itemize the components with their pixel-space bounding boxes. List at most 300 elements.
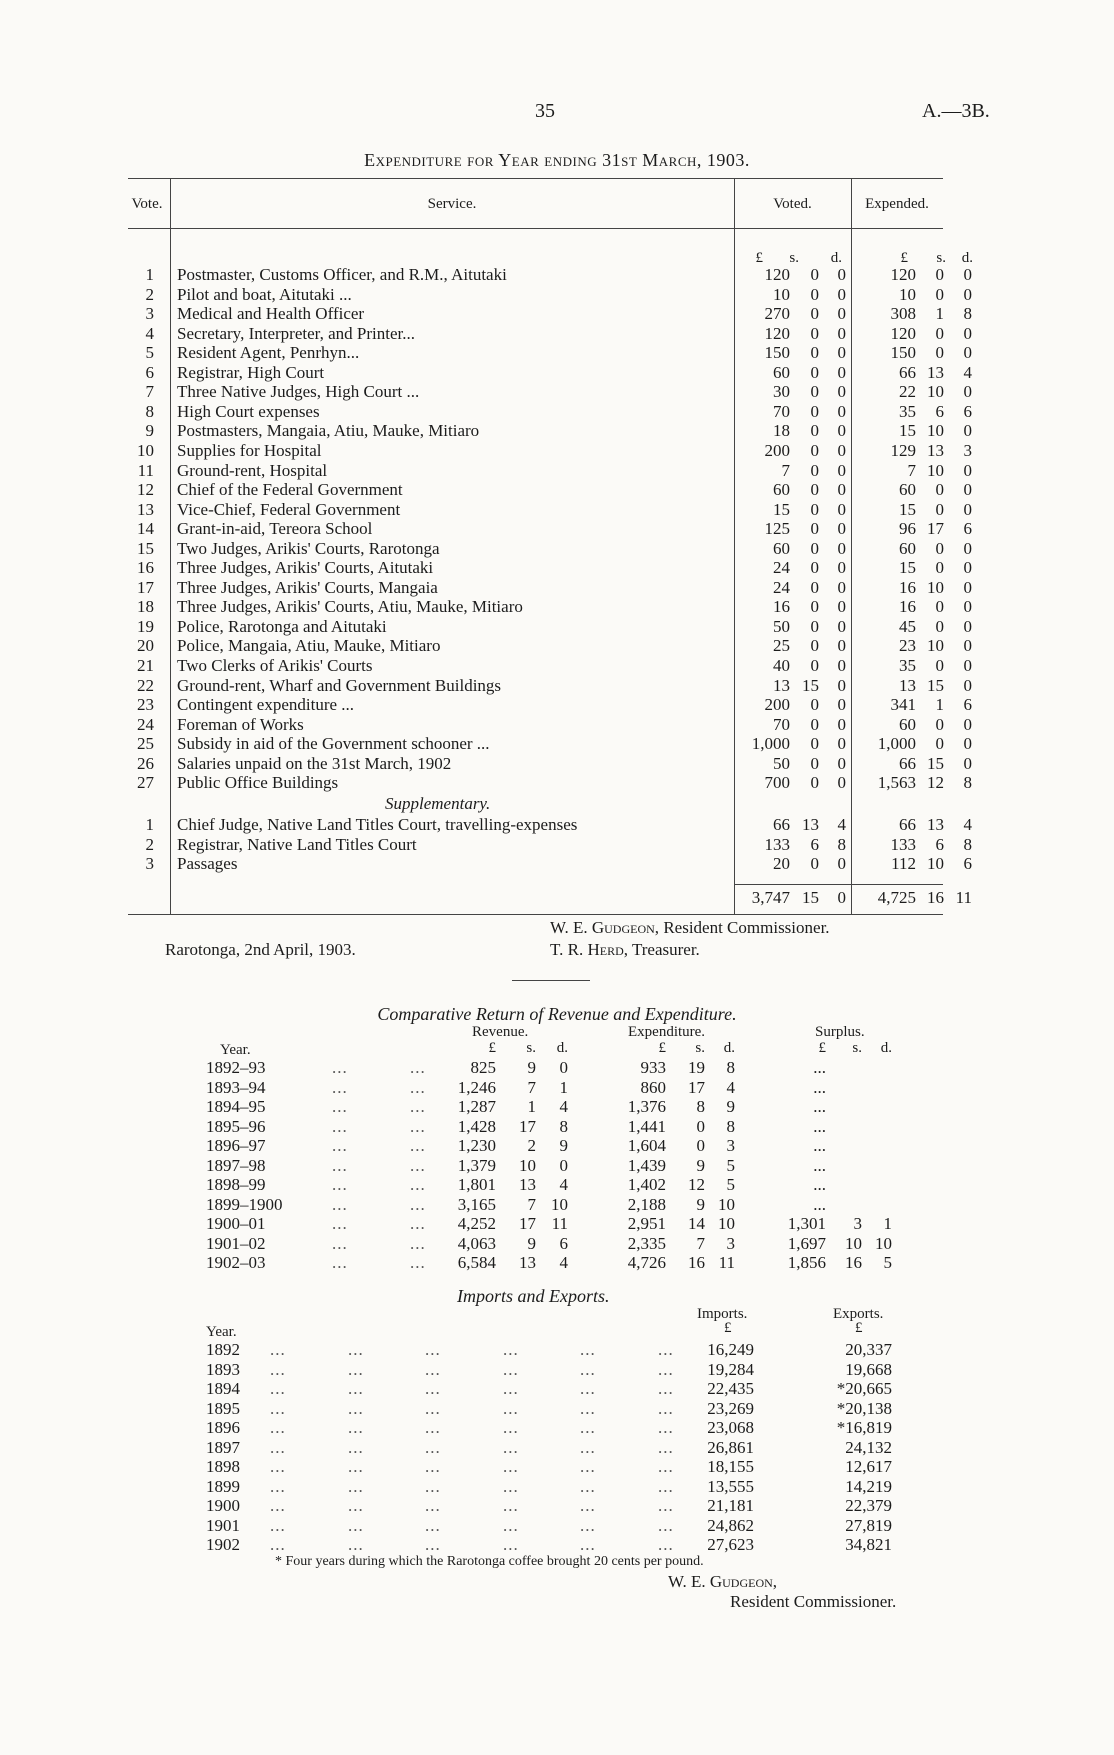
voted-pence: 0	[837, 695, 846, 715]
voted-pounds: 270	[764, 304, 790, 324]
trade-year: 1894	[206, 1379, 240, 1398]
expended-pounds: 133	[890, 834, 916, 854]
voted-shillings: 15	[802, 675, 819, 695]
expended-pounds: 15	[899, 421, 916, 441]
service-description: High Court expenses	[177, 401, 320, 421]
expended-pounds: 1,000	[877, 734, 916, 754]
comparative-row	[0, 1117, 1114, 1137]
expended-pence: 0	[963, 265, 972, 284]
voted-pounds: 30	[773, 382, 790, 402]
leader-dots: ...	[348, 1515, 364, 1535]
revenue-pounds: 1,801	[457, 1175, 496, 1194]
vote-number: 7	[145, 382, 154, 402]
expended-pounds: 60	[899, 714, 916, 734]
voted-shillings: 0	[810, 460, 819, 480]
revenue-pence: 4	[559, 1097, 568, 1116]
leader-dots: ...	[270, 1340, 286, 1359]
imports-value: 24,862	[707, 1515, 754, 1535]
year-label: 1902–03	[206, 1253, 266, 1272]
expended-shillings: 10	[927, 636, 944, 656]
expended-pence: 0	[963, 616, 972, 636]
expenditure-pence: 10	[718, 1194, 735, 1214]
leader-dots: ...	[658, 1515, 674, 1535]
vote-number: 12	[137, 480, 154, 500]
voted-pence: 0	[837, 519, 846, 539]
leader-dots: ...	[658, 1398, 674, 1418]
revenue-shillings: 9	[527, 1233, 536, 1253]
expended-pence: 0	[963, 284, 972, 304]
revenue-pence: 11	[551, 1214, 568, 1233]
leader-dots: ...	[332, 1077, 348, 1097]
expenditure-shillings: 0	[696, 1116, 705, 1136]
trade-row	[0, 1496, 1114, 1516]
leader-dots: ...	[580, 1457, 596, 1476]
comparative-row	[0, 1195, 1114, 1215]
trade-year: 1898	[206, 1457, 240, 1476]
expended-pounds: 112	[891, 854, 916, 874]
revenue-shillings: 1	[527, 1097, 536, 1116]
total-expended-pence: 11	[955, 888, 972, 907]
voted-shillings: 0	[810, 304, 819, 324]
service-description: Three Judges, Arikis' Courts, Atiu, Mauke, Mitiaro	[177, 597, 523, 617]
service-description: Postmaster, Customs Officer, and R.M., Aitutaki	[177, 265, 507, 284]
voted-shillings: 0	[810, 440, 819, 460]
vote-number: 13	[137, 499, 154, 519]
voted-pounds: 120	[764, 323, 790, 343]
leader-dots: ...	[410, 1136, 426, 1155]
table-row	[0, 343, 1114, 363]
leader-dots: ...	[658, 1379, 674, 1398]
leader-dots: ...	[332, 1097, 348, 1116]
total-voted-shillings: 15	[802, 888, 819, 907]
voted-pence: 0	[837, 460, 846, 480]
expended-pence: 0	[963, 597, 972, 617]
voted-pence: 0	[837, 577, 846, 597]
expended-pence: 8	[963, 304, 972, 324]
trade-year: 1902	[206, 1535, 240, 1554]
expenditure-pence: 5	[726, 1175, 735, 1194]
year-label: 1900–01	[206, 1214, 266, 1233]
voted-pence: 0	[837, 362, 846, 382]
year-label: 1901–02	[206, 1233, 266, 1253]
comparative-row	[0, 1136, 1114, 1156]
table-row	[0, 324, 1114, 344]
leader-dots: ...	[410, 1175, 426, 1194]
expenditure-pence: 11	[718, 1253, 735, 1272]
trade-row	[0, 1418, 1114, 1438]
voted-pence: 0	[837, 343, 846, 363]
vote-number: 18	[137, 597, 154, 617]
expended-pounds: 66	[899, 362, 916, 382]
voted-pounds: 16	[773, 597, 790, 617]
expenditure-pence: 9	[726, 1097, 735, 1116]
revenue-pence: 9	[559, 1136, 568, 1155]
voted-shillings: 0	[810, 636, 819, 656]
trade-exports-pound: £	[855, 1320, 863, 1336]
voted-shillings: 0	[810, 382, 819, 402]
leader-dots: ...	[503, 1437, 519, 1457]
leader-dots: ...	[348, 1535, 364, 1554]
vote-number: 8	[145, 401, 154, 421]
expenditure-pounds: 2,335	[627, 1233, 666, 1253]
leader-dots: ...	[270, 1418, 286, 1437]
expended-pounds: 96	[899, 519, 916, 539]
totals-row	[0, 888, 1114, 908]
service-description: Contingent expenditure ...	[177, 695, 355, 715]
exports-value: 34,821	[845, 1535, 892, 1554]
expended-pounds: 1,563	[877, 773, 916, 793]
leader-dots: ...	[410, 1155, 426, 1175]
revenue-shillings: 17	[519, 1214, 536, 1233]
signature-treasurer	[550, 940, 700, 960]
expenditure-shillings: 0	[696, 1136, 705, 1155]
year-label: 1892–93	[206, 1058, 266, 1077]
voted-pence: 0	[837, 401, 846, 421]
voted-pounds: 120	[764, 265, 790, 284]
vote-number: 23	[137, 695, 154, 715]
voted-pounds: 13	[773, 675, 790, 695]
imports-value: 19,284	[707, 1359, 754, 1379]
expended-d-label: d.	[961, 250, 973, 266]
voted-pounds: 50	[773, 753, 790, 773]
expended-pence: 4	[963, 362, 972, 382]
signatory-name: T. R. Herd,	[550, 940, 628, 959]
revenue-shillings: 13	[519, 1253, 536, 1272]
expenditure-pounds: 933	[640, 1058, 666, 1077]
table-row	[0, 835, 1114, 855]
expended-shillings: 0	[935, 714, 944, 734]
service-description: Grant-in-aid, Tereora School	[177, 519, 373, 539]
table-row	[0, 773, 1114, 793]
rev-s-label: s.	[526, 1040, 536, 1056]
expenditure-shillings: 8	[696, 1097, 705, 1116]
year-label: 1896–97	[206, 1136, 266, 1155]
expended-shillings: 10	[927, 382, 944, 402]
voted-pounds: 18	[773, 421, 790, 441]
comparative-row	[0, 1078, 1114, 1098]
expended-shillings: 0	[935, 284, 944, 304]
voted-shillings: 13	[802, 815, 819, 834]
table-row	[0, 441, 1114, 461]
leader-dots: ...	[580, 1398, 596, 1418]
leader-dots: ...	[410, 1058, 426, 1077]
expenditure-pounds: 1,604	[627, 1136, 666, 1155]
voted-pounds: 60	[773, 362, 790, 382]
voted-pounds: 15	[773, 499, 790, 519]
imports-value: 16,249	[707, 1340, 754, 1359]
expended-pence: 0	[963, 675, 972, 695]
exports-value: *20,138	[836, 1398, 892, 1418]
sur-d-label: d.	[880, 1040, 892, 1056]
expended-shillings: 0	[935, 538, 944, 558]
voted-pence: 0	[837, 421, 846, 441]
expended-pence: 0	[963, 480, 972, 500]
leader-dots: ...	[580, 1418, 596, 1437]
service-description: Registrar, Native Land Titles Court	[177, 834, 417, 854]
expended-shillings: 10	[927, 577, 944, 597]
voted-pence: 0	[837, 284, 846, 304]
service-description: Secretary, Interpreter, and Printer...	[177, 323, 415, 343]
service-description: Police, Mangaia, Atiu, Mauke, Mitiaro	[177, 636, 441, 656]
expended-pounds: 129	[890, 440, 916, 460]
voted-shillings: 0	[810, 401, 819, 421]
leader-dots: ...	[270, 1437, 286, 1457]
expended-shillings: 10	[927, 854, 944, 874]
expended-shillings: 10	[927, 421, 944, 441]
vote-number: 2	[145, 834, 154, 854]
expended-pence: 0	[963, 460, 972, 480]
expenditure-pence: 8	[726, 1058, 735, 1077]
trade-year: 1896	[206, 1418, 240, 1437]
voted-pence: 8	[837, 834, 846, 854]
revenue-pence: 0	[559, 1058, 568, 1077]
revenue-pounds: 6,584	[457, 1253, 496, 1272]
surplus-pounds: ...	[813, 1175, 826, 1194]
signatory-name: W. E. Gudgeon,	[550, 918, 660, 937]
voted-pence: 0	[837, 714, 846, 734]
expended-pence: 0	[963, 421, 972, 441]
voted-shillings: 0	[810, 265, 819, 284]
table-row	[0, 558, 1114, 578]
voted-shillings: 6	[810, 834, 819, 854]
comparative-header-revenue: Revenue.	[472, 1024, 529, 1040]
expended-pounds: 16	[899, 597, 916, 617]
expended-pounds: 60	[899, 538, 916, 558]
leader-dots: ...	[580, 1340, 596, 1359]
expended-shillings: 1	[935, 304, 944, 324]
expended-pence: 0	[963, 558, 972, 578]
leader-dots: ...	[332, 1233, 348, 1253]
expenditure-shillings: 16	[688, 1253, 705, 1272]
leader-dots: ...	[580, 1379, 596, 1398]
expended-shillings: 0	[935, 343, 944, 363]
revenue-pounds: 1,230	[457, 1136, 496, 1155]
exports-value: *20,665	[836, 1379, 892, 1398]
voted-pounds: 125	[764, 519, 790, 539]
voted-pence: 0	[837, 773, 846, 793]
revenue-pounds: 1,379	[457, 1155, 496, 1175]
service-description: Resident Agent, Penrhyn...	[177, 343, 360, 363]
service-description: Vice-Chief, Federal Government	[177, 499, 401, 519]
service-description: Pilot and boat, Aitutaki ...	[177, 284, 352, 304]
table-row	[0, 363, 1114, 383]
imports-value: 18,155	[707, 1457, 754, 1476]
vote-number: 19	[137, 616, 154, 636]
exports-value: 20,337	[845, 1340, 892, 1359]
comparative-row	[0, 1058, 1114, 1078]
total-expended-pounds: 4,725	[877, 888, 916, 907]
leader-dots: ...	[332, 1116, 348, 1136]
expended-pence: 8	[963, 773, 972, 793]
leader-dots: ...	[503, 1379, 519, 1398]
leader-dots: ...	[503, 1340, 519, 1359]
service-description: Medical and Health Officer	[177, 304, 365, 324]
voted-pounds: 24	[773, 577, 790, 597]
leader-dots: ...	[658, 1457, 674, 1476]
trade-year: 1892	[206, 1340, 240, 1359]
table-row	[0, 461, 1114, 481]
expended-pence: 3	[963, 440, 972, 460]
leader-dots: ...	[270, 1457, 286, 1476]
section-divider	[512, 980, 590, 981]
comparative-row	[0, 1175, 1114, 1195]
exports-value: 24,132	[845, 1437, 892, 1457]
expended-shillings: 0	[935, 480, 944, 500]
exports-value: 12,617	[845, 1457, 892, 1476]
vote-number: 17	[137, 577, 154, 597]
exports-value: 14,219	[845, 1476, 892, 1496]
service-description: Three Judges, Arikis' Courts, Mangaia	[177, 577, 438, 597]
exports-value: *16,819	[836, 1418, 892, 1437]
comparative-row	[0, 1156, 1114, 1176]
comparative-header-surplus: Surplus.	[815, 1024, 865, 1040]
surplus-pence: 1	[883, 1214, 892, 1233]
voted-shillings: 0	[810, 714, 819, 734]
voted-pounds: 133	[764, 834, 790, 854]
expended-pounds: 45	[899, 616, 916, 636]
expenditure-title: Expenditure for Year ending 31st March, 1903.	[364, 150, 750, 170]
voted-pence: 0	[837, 538, 846, 558]
trade-year: 1901	[206, 1515, 240, 1535]
voted-shillings: 0	[810, 854, 819, 874]
revenue-shillings: 17	[519, 1116, 536, 1136]
vote-number: 15	[137, 538, 154, 558]
leader-dots: ...	[348, 1359, 364, 1379]
vote-number: 24	[137, 714, 154, 734]
vote-number: 21	[137, 656, 154, 675]
voted-pounds: 150	[764, 343, 790, 363]
table-row	[0, 815, 1114, 835]
revenue-pence: 1	[559, 1077, 568, 1097]
vote-number: 9	[145, 421, 154, 441]
expenditure-pounds: 4,726	[627, 1253, 666, 1272]
expended-pence: 0	[963, 499, 972, 519]
expended-s-label: s.	[936, 250, 946, 266]
vote-number: 1	[145, 815, 154, 834]
revenue-shillings: 9	[527, 1058, 536, 1077]
service-description: Subsidy in aid of the Government schooner ...	[177, 734, 490, 754]
voted-shillings: 0	[810, 362, 819, 382]
leader-dots: ...	[348, 1457, 364, 1476]
vote-number: 3	[145, 304, 154, 324]
signatory-title: Resident Commissioner.	[663, 918, 830, 937]
leader-dots: ...	[503, 1359, 519, 1379]
leader-dots: ...	[580, 1535, 596, 1554]
voted-shillings: 0	[810, 695, 819, 715]
surplus-pounds: ...	[813, 1155, 826, 1175]
leader-dots: ...	[658, 1437, 674, 1457]
revenue-pounds: 1,287	[457, 1097, 496, 1116]
expended-shillings: 0	[935, 499, 944, 519]
expended-pounds: 60	[899, 480, 916, 500]
revenue-pounds: 1,246	[457, 1077, 496, 1097]
revenue-pounds: 3,165	[457, 1194, 496, 1214]
expenditure-shillings: 9	[696, 1194, 705, 1214]
header-voted: Voted.	[773, 196, 812, 212]
table-row	[0, 676, 1114, 696]
table-row	[0, 854, 1114, 874]
surplus-pounds: ...	[813, 1194, 826, 1214]
leader-dots: ...	[332, 1136, 348, 1155]
supplementary-label: Supplementary.	[385, 794, 491, 813]
signature-commissioner	[550, 918, 830, 938]
expenditure-shillings: 12	[688, 1175, 705, 1194]
vote-number: 20	[137, 636, 154, 656]
leader-dots: ...	[503, 1535, 519, 1554]
voted-shillings: 0	[810, 519, 819, 539]
expended-shillings: 0	[935, 323, 944, 343]
expended-shillings: 0	[935, 558, 944, 578]
table-top-rule	[128, 178, 943, 179]
revenue-shillings: 7	[527, 1077, 536, 1097]
trade-row	[0, 1399, 1114, 1419]
expended-pence: 6	[963, 695, 972, 715]
voted-pence: 0	[837, 480, 846, 500]
revenue-pence: 4	[559, 1175, 568, 1194]
leader-dots: ...	[658, 1496, 674, 1515]
service-description: Three Judges, Arikis' Courts, Aitutaki	[177, 558, 434, 578]
leader-dots: ...	[658, 1340, 674, 1359]
voted-shillings: 0	[810, 656, 819, 675]
leader-dots: ...	[658, 1418, 674, 1437]
expended-pence: 6	[963, 401, 972, 421]
voted-pence: 0	[837, 440, 846, 460]
service-description: Supplies for Hospital	[177, 440, 322, 460]
voted-pounds: 24	[773, 558, 790, 578]
expended-pounds: 120	[890, 323, 916, 343]
table-row	[0, 519, 1114, 539]
voted-pounds: 66	[773, 815, 790, 834]
service-description: Foreman of Works	[177, 714, 304, 734]
vote-number: 5	[145, 343, 154, 363]
trade-row	[0, 1535, 1114, 1555]
leader-dots: ...	[348, 1398, 364, 1418]
revenue-shillings: 2	[527, 1136, 536, 1155]
expended-shillings: 13	[927, 362, 944, 382]
revenue-pence: 6	[559, 1233, 568, 1253]
vote-number: 25	[137, 734, 154, 754]
voted-pence: 4	[837, 815, 846, 834]
exp-s-label: s.	[695, 1040, 705, 1056]
service-description: Chief Judge, Native Land Titles Court, travelling-expenses	[177, 815, 578, 834]
header-expended: Expended.	[865, 196, 929, 212]
table-header-rule	[128, 228, 943, 229]
expended-pence: 0	[963, 753, 972, 773]
trade-row	[0, 1477, 1114, 1497]
expenditure-pounds: 1,441	[627, 1116, 666, 1136]
leader-dots: ...	[410, 1077, 426, 1097]
voted-pounds: 1,000	[751, 734, 790, 754]
sur-pound-label: £	[818, 1040, 826, 1056]
expended-shillings: 12	[927, 773, 944, 793]
expended-shillings: 17	[927, 519, 944, 539]
leader-dots: ...	[348, 1418, 364, 1437]
comparative-row	[0, 1234, 1114, 1254]
leader-dots: ...	[410, 1194, 426, 1214]
rev-d-label: d.	[556, 1040, 568, 1056]
exp-d-label: d.	[723, 1040, 735, 1056]
revenue-shillings: 10	[519, 1155, 536, 1175]
voted-pounds: 70	[773, 401, 790, 421]
surplus-shillings: 16	[845, 1253, 862, 1272]
expended-shillings: 0	[935, 616, 944, 636]
imports-value: 23,068	[707, 1418, 754, 1437]
leader-dots: ...	[425, 1340, 441, 1359]
imports-value: 13,555	[707, 1476, 754, 1496]
expended-pence: 0	[963, 714, 972, 734]
comparative-title: Comparative Return of Revenue and Expenditure.	[377, 1004, 737, 1024]
revenue-shillings: 7	[527, 1194, 536, 1214]
